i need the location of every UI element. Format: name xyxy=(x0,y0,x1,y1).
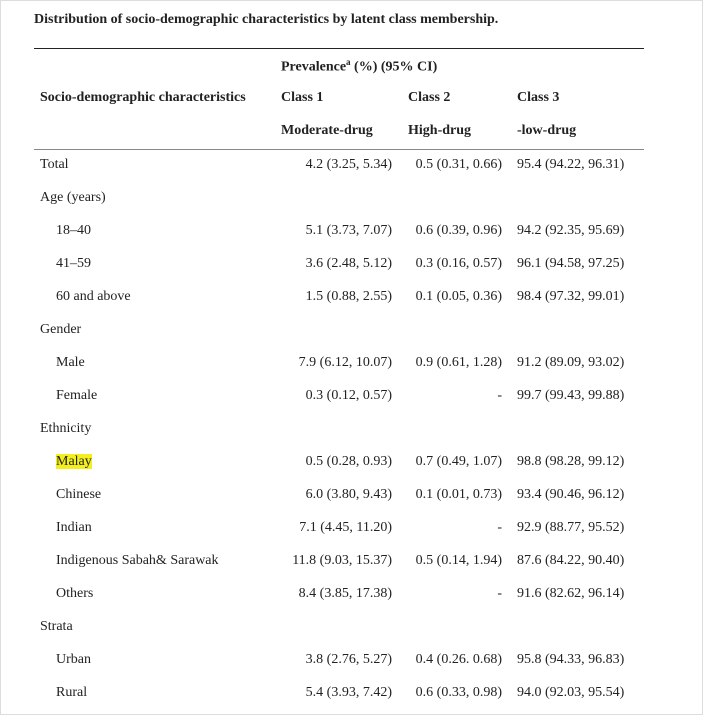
table-caption: Distribution of socio-demographic characteristics by latent class membership. xyxy=(34,12,499,27)
row-label: 18–40 xyxy=(56,223,91,238)
class3-header: Class 3 xyxy=(517,90,560,105)
cell-c2: - xyxy=(497,586,502,601)
cell-c2: 0.6 (0.39, 0.96) xyxy=(415,223,502,238)
row-label: Indian xyxy=(56,520,92,535)
row-label: Rural xyxy=(56,685,88,700)
cell-c3: 94.0 (92.03, 95.54) xyxy=(517,685,625,700)
cell-c3: 95.4 (94.22, 96.31) xyxy=(517,157,625,172)
cell-c3: 91.2 (89.09, 93.02) xyxy=(517,355,625,370)
prevalence-header xyxy=(281,57,437,76)
cell-c2: 0.9 (0.61, 1.28) xyxy=(415,355,502,370)
cell-c2: - xyxy=(497,388,502,403)
row-label: Ethnicity xyxy=(40,421,92,436)
header-rule xyxy=(34,149,644,150)
cell-c2: 0.3 (0.16, 0.57) xyxy=(415,256,502,271)
class1-header: Class 1 xyxy=(281,90,324,105)
prevalence-rest: (%) (95% CI) xyxy=(350,59,438,75)
cell-c2: 0.4 (0.26. 0.68) xyxy=(415,652,502,667)
top-rule xyxy=(34,48,644,49)
row-label: Chinese xyxy=(56,487,102,502)
cell-c3: 91.6 (82.62, 96.14) xyxy=(517,586,625,601)
cell-c3: 98.8 (98.28, 99.12) xyxy=(517,454,625,469)
cell-c2: - xyxy=(497,520,502,535)
cell-c3: 93.4 (90.46, 96.12) xyxy=(517,487,625,502)
cell-c3: 96.1 (94.58, 97.25) xyxy=(517,256,625,271)
row-label: Gender xyxy=(40,322,82,337)
cell-c1: 5.4 (3.93, 7.42) xyxy=(305,685,392,700)
cell-c2: 0.5 (0.14, 1.94) xyxy=(415,553,502,568)
row-label: Total xyxy=(40,157,69,172)
cell-c1: 0.5 (0.28, 0.93) xyxy=(305,454,392,469)
cell-c3: 95.8 (94.33, 96.83) xyxy=(517,652,625,667)
row-label: Strata xyxy=(40,619,73,634)
row-label: Female xyxy=(56,388,98,403)
row-label: Male xyxy=(56,355,85,370)
row-label xyxy=(56,454,92,470)
cell-c3: 92.9 (88.77, 95.52) xyxy=(517,520,625,535)
cell-c2: 0.6 (0.33, 0.98) xyxy=(415,685,502,700)
row-label-header: Socio-demographic characteristics xyxy=(40,90,246,105)
cell-c1: 3.6 (2.48, 5.12) xyxy=(305,256,392,271)
cell-c1: 1.5 (0.88, 2.55) xyxy=(305,289,392,304)
row-label: Urban xyxy=(56,652,91,667)
row-label: Others xyxy=(56,586,94,601)
row-label: 60 and above xyxy=(56,289,131,304)
cell-c2: 0.1 (0.05, 0.36) xyxy=(415,289,502,304)
class1-subheader: Moderate-drug xyxy=(281,123,373,138)
highlighted-text: Malay xyxy=(56,454,92,469)
cell-c1: 6.0 (3.80, 9.43) xyxy=(305,487,392,502)
cell-c3: 98.4 (97.32, 99.01) xyxy=(517,289,625,304)
cell-c1: 8.4 (3.85, 17.38) xyxy=(298,586,392,601)
cell-c3: 94.2 (92.35, 95.69) xyxy=(517,223,625,238)
cell-c1: 0.3 (0.12, 0.57) xyxy=(305,388,392,403)
cell-c1: 4.2 (3.25, 5.34) xyxy=(305,157,392,172)
cell-c3: 87.6 (84.22, 90.40) xyxy=(517,553,625,568)
class3-subheader: -low-drug xyxy=(517,123,577,138)
prevalence-label: Prevalence xyxy=(281,59,347,75)
cell-c1: 11.8 (9.03, 15.37) xyxy=(292,553,392,568)
cell-c3: 99.7 (99.43, 99.88) xyxy=(517,388,625,403)
cell-c2: 0.5 (0.31, 0.66) xyxy=(415,157,502,172)
footnote-marker[interactable]: a xyxy=(346,57,351,67)
cell-c1: 7.1 (4.45, 11.20) xyxy=(299,520,392,535)
class2-header: Class 2 xyxy=(408,90,451,105)
row-label: Age (years) xyxy=(40,190,106,205)
class2-subheader: High-drug xyxy=(408,123,472,138)
cell-c2: 0.7 (0.49, 1.07) xyxy=(415,454,502,469)
cell-c1: 5.1 (3.73, 7.07) xyxy=(305,223,392,238)
cell-c1: 3.8 (2.76, 5.27) xyxy=(305,652,392,667)
row-label: 41–59 xyxy=(56,256,91,271)
cell-c1: 7.9 (6.12, 10.07) xyxy=(298,355,392,370)
cell-c2: 0.1 (0.01, 0.73) xyxy=(415,487,502,502)
row-label: Indigenous Sabah& Sarawak xyxy=(56,553,219,568)
